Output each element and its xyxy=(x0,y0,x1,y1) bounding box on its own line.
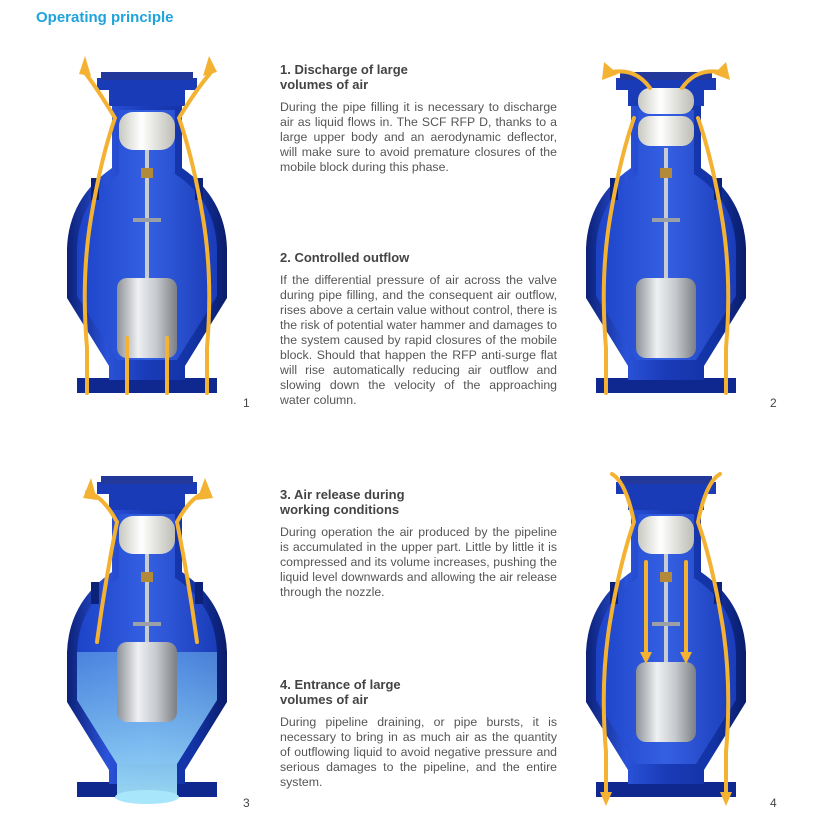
figure-number-1: 1 xyxy=(243,396,250,410)
section-heading-line1: 4. Entrance of large xyxy=(280,677,401,692)
upper-float xyxy=(638,516,694,554)
section-heading xyxy=(280,250,557,265)
page-title: Operating principle xyxy=(36,9,174,26)
lower-float xyxy=(636,278,696,358)
section-heading-line1: 2. Controlled outflow xyxy=(280,250,410,265)
section-heading-line1: 1. Discharge of large xyxy=(280,62,408,77)
figure-number-2: 2 xyxy=(770,396,777,410)
lower-float xyxy=(636,662,696,742)
section-body: During pipeline draining, or pipe bursts, it is necessary to bring in as much air as the quantity of outflowing liquid to avoid negative pressure and serious damages to the pipeline, and the entire system. xyxy=(280,715,557,789)
section-air-entrance xyxy=(280,677,557,790)
valve-diagram-air-entrance xyxy=(576,452,756,812)
section-heading xyxy=(280,677,557,707)
upper-float xyxy=(119,516,175,554)
section-body: During operation the air produced by the pipeline is accumulated in the upper part. Little by little it is compressed and its volume increases, pushing the liquid level downwards and allowing the air release through the nozzle. xyxy=(280,525,557,599)
water-outlet xyxy=(115,790,179,804)
lower-float xyxy=(117,642,177,722)
section-heading xyxy=(280,487,557,517)
figure-number-4: 4 xyxy=(770,796,777,810)
valve-figure-4 xyxy=(576,452,756,812)
valve-figure-3 xyxy=(57,452,237,812)
section-heading xyxy=(280,62,557,92)
valve-diagram-air-release xyxy=(57,452,237,812)
upper-float xyxy=(119,112,175,150)
section-heading-line1: 3. Air release during xyxy=(280,487,405,502)
section-heading-line2: volumes of air xyxy=(280,692,369,707)
section-heading-line2: working conditions xyxy=(280,502,400,517)
valve-diagram-discharge xyxy=(57,48,237,408)
section-body: If the differential pressure of air across the valve during pipe filling, and the consequent air outflow, rises above a certain value without control, there is the risk of potential water hammer and damages to the system caused by rapid closures of the mobile block. Should that happen the RFP anti-surge flat will rise automatically reducing air outflow and slowing down the velocity of the approaching water column. xyxy=(280,273,557,407)
anti-surge-float xyxy=(638,88,694,114)
figure-number-3: 3 xyxy=(243,796,250,810)
section-body: During the pipe filling it is necessary to discharge air as liquid flows in. The SCF RFP D, thanks to a large upper body and an aerodynamic deflector, will make sure to avoid premature closures of the mobile block during this phase. xyxy=(280,100,557,174)
valve-figure-1 xyxy=(57,48,237,408)
valve-figure-2 xyxy=(576,48,756,408)
section-air-release xyxy=(280,487,557,600)
section-controlled-outflow xyxy=(280,250,557,408)
section-discharge xyxy=(280,62,557,175)
valve-diagram-controlled-outflow xyxy=(576,48,756,408)
section-heading-line2: volumes of air xyxy=(280,77,369,92)
upper-float xyxy=(638,116,694,146)
